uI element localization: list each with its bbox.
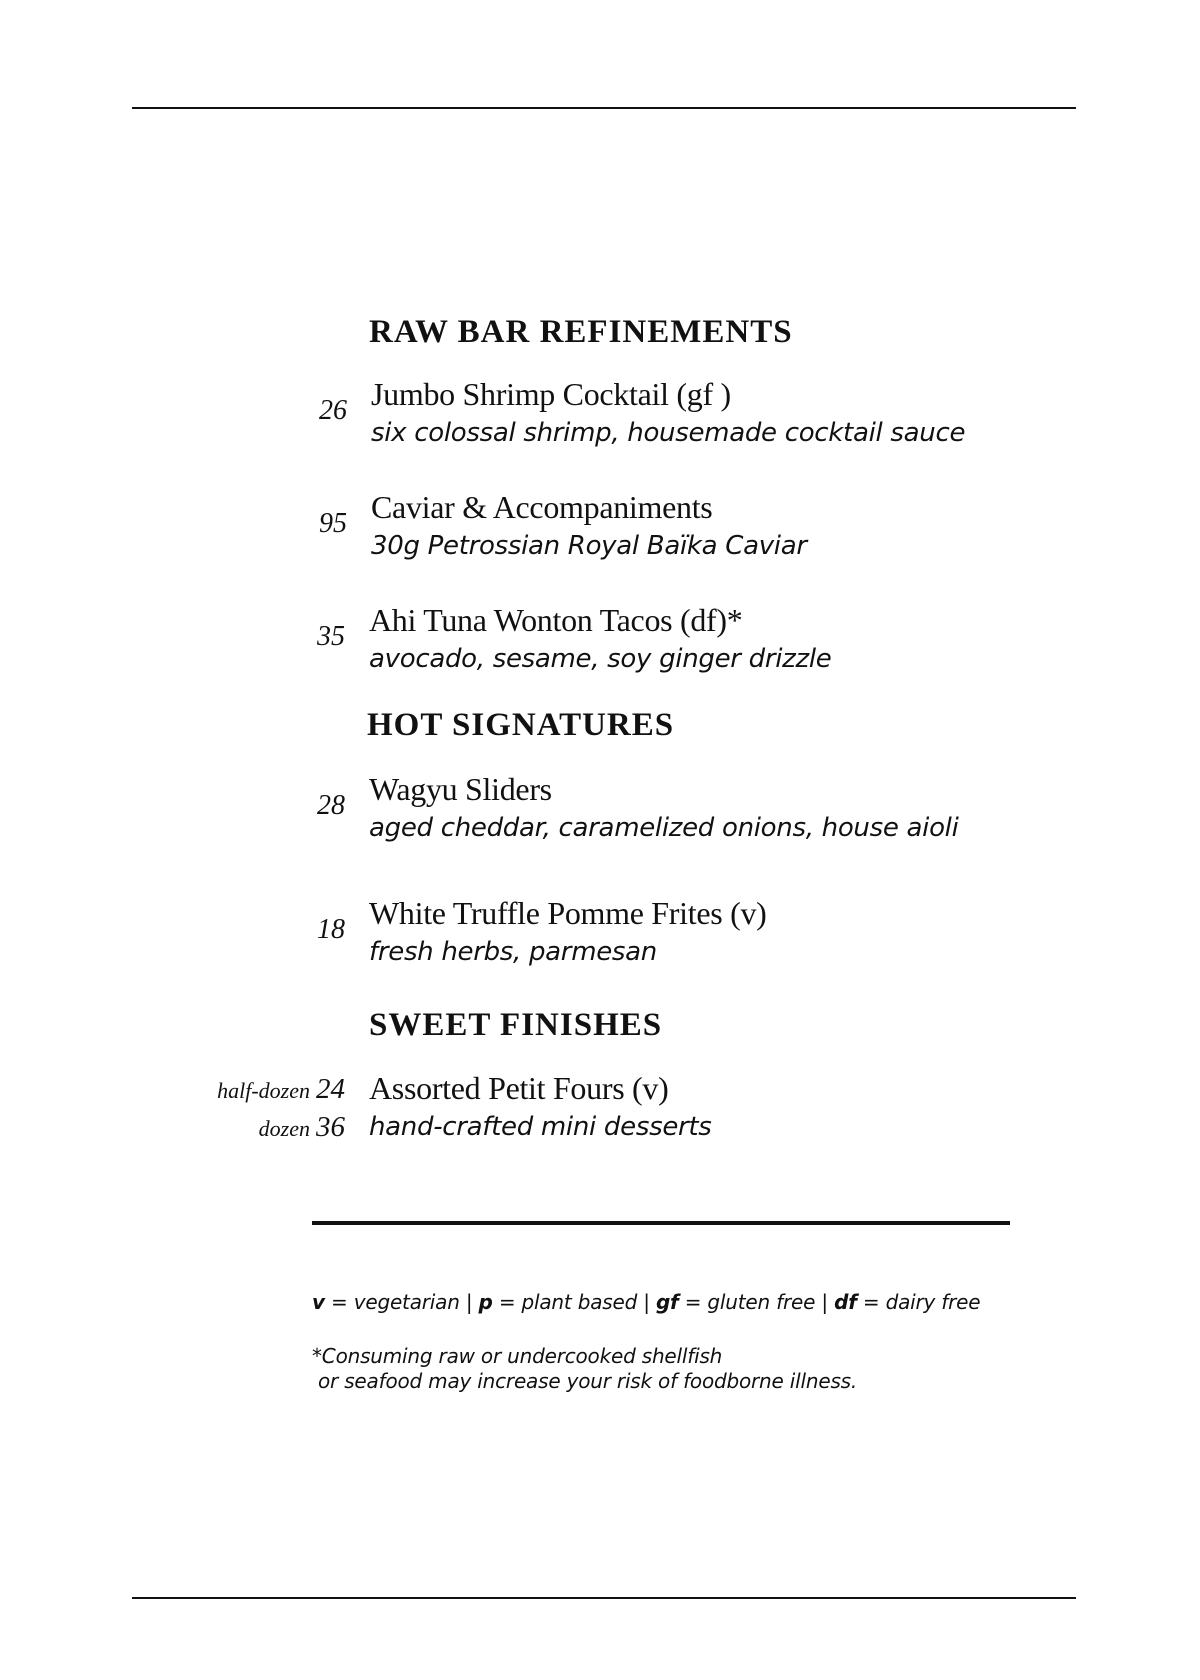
legend-code: gf (655, 1290, 679, 1314)
item-name: White Truffle Pomme Frites (v) (369, 895, 767, 931)
price-option-value: 24 (316, 1073, 345, 1105)
item-name: Caviar & Accompaniments (371, 489, 713, 525)
legend-meaning: = vegetarian | (324, 1290, 479, 1314)
price-option-half-dozen (217, 1073, 345, 1106)
footer-divider (312, 1221, 1010, 1225)
item-description: fresh herbs, parmesan (369, 937, 657, 967)
section-heading-hot-signatures: HOT SIGNATURES (367, 707, 675, 743)
item-name: Ahi Tuna Wonton Tacos (df)* (369, 602, 743, 638)
item-price: 28 (317, 790, 345, 821)
item-name: Jumbo Shrimp Cocktail (gf ) (371, 376, 731, 412)
item-price: 95 (319, 508, 347, 539)
item-description: avocado, sesame, soy ginger drizzle (369, 644, 832, 674)
disclaimer-line-2: or seafood may increase your risk of foodborne illness. (318, 1369, 858, 1393)
section-heading-raw-bar: RAW BAR REFINEMENTS (369, 314, 793, 350)
item-description: six colossal shrimp, housemade cocktail sauce (371, 418, 966, 448)
price-option-label: half-dozen (217, 1078, 310, 1103)
item-name: Wagyu Sliders (369, 771, 552, 807)
legend-meaning: = plant based | (492, 1290, 656, 1314)
legend-meaning: = gluten free | (678, 1290, 835, 1314)
legend-code: v (312, 1290, 325, 1314)
legend-code: p (478, 1290, 493, 1314)
legend-meaning: = dairy free (856, 1290, 981, 1314)
top-divider (132, 107, 1076, 109)
item-price: 26 (319, 395, 347, 426)
disclaimer-line-1: *Consuming raw or undercooked shellfish (312, 1344, 723, 1368)
item-description: 30g Petrossian Royal Baïka Caviar (371, 531, 807, 561)
price-option-label: dozen (258, 1116, 310, 1141)
section-heading-sweet-finishes: SWEET FINISHES (369, 1007, 663, 1043)
item-description: hand-crafted mini desserts (369, 1112, 712, 1142)
legend-code: df (834, 1290, 857, 1314)
price-option-value: 36 (316, 1111, 345, 1143)
item-price: 18 (317, 914, 345, 945)
bottom-divider (132, 1597, 1076, 1599)
item-price: 35 (317, 621, 345, 652)
item-name: Assorted Petit Fours (v) (369, 1070, 669, 1106)
price-option-dozen (259, 1111, 345, 1144)
item-description: aged cheddar, caramelized onions, house aioli (369, 813, 959, 843)
dietary-legend (312, 1290, 980, 1314)
